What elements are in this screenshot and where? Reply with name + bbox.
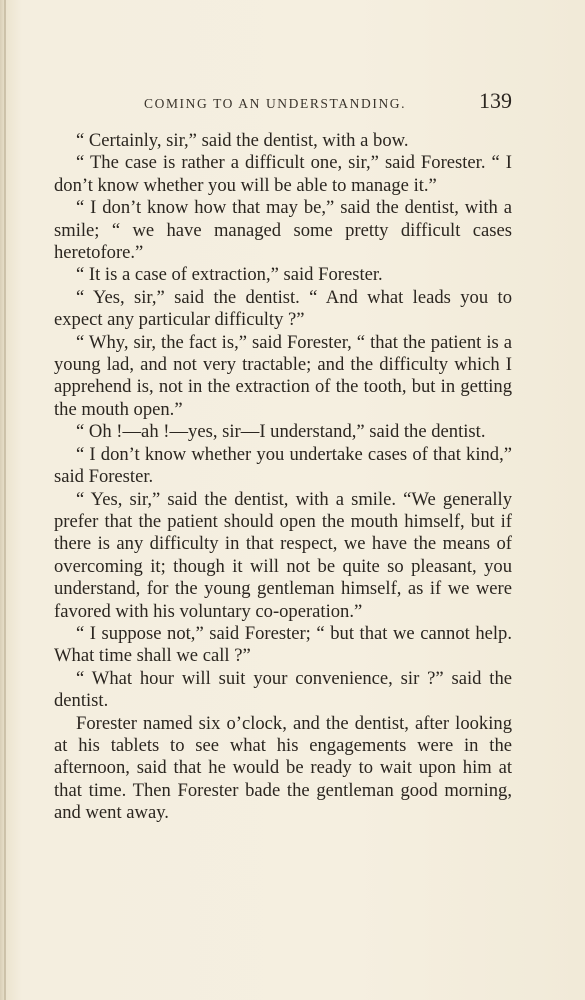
page-number: 139	[479, 88, 512, 113]
paragraph: “ Why, sir, the fact is,” said Forester, “ that the patient is a young lad, and not very tractable; and the difficulty which I apprehend is, not in the extraction of the tooth, but in getting the mouth open.”	[54, 331, 512, 420]
page-spine-shadow	[4, 0, 6, 1000]
page-header	[52, 90, 514, 118]
paragraph: “ I don’t know whether you undertake cases of that kind,” said Forester.	[54, 443, 512, 488]
paragraph: “ Certainly, sir,” said the dentist, with a bow.	[76, 130, 409, 151]
paragraph: “ Yes, sir,” said the dentist. “ And what leads you to expect any particular difficulty ?”	[54, 286, 512, 331]
paragraph: “ Oh !—ah !—yes, sir—I understand,” said the dentist.	[76, 421, 486, 443]
paragraph: Forester named six o’clock, and the dentist, after looking at his tablets to see what his engagements were in the afternoon, said that he would be ready to wait upon him at that time. Then Forester bade the gentleman good morning, and went away.	[54, 712, 512, 824]
body-text	[54, 130, 512, 825]
running-head: COMING TO AN UNDERSTANDING.	[144, 96, 407, 111]
paragraph: “ I don’t know how that may be,” said the dentist, with a smile; “ we have managed some pretty difficult cases heretofore.”	[54, 197, 512, 264]
paragraph: “ I suppose not,” said Forester; “ but that we cannot help. What time shall we call ?”	[54, 622, 512, 667]
paragraph: “ Yes, sir,” said the dentist, with a smile. “We generally prefer that the patient should open the mouth himself, but if there is any difficulty in that respect, we have the means of overcoming it; though it will not be quite so pleasant, you understand, for the young gentleman himself, as if we were favored with his voluntary co-operation.”	[54, 488, 512, 622]
paragraph: “ It is a case of extraction,” said Forester.	[76, 264, 383, 286]
paragraph: “ What hour will suit your convenience, sir ?” said the dentist.	[54, 667, 512, 712]
paragraph: “ The case is rather a difficult one, sir,” said Forester. “ I don’t know whether you will be able to manage it.”	[54, 152, 512, 196]
